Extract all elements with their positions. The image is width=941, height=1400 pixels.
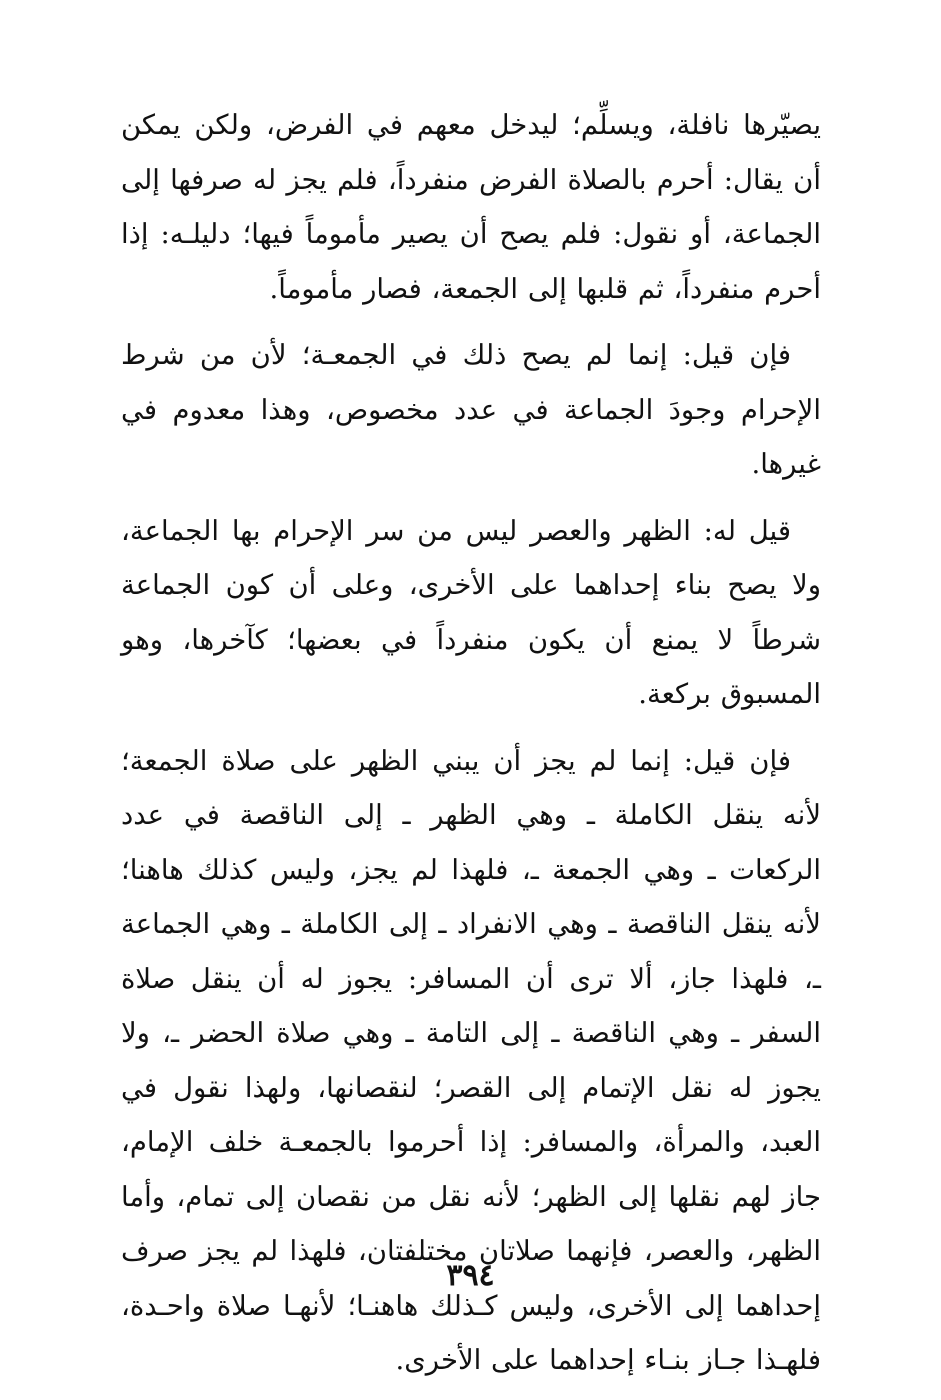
page-number: ٣٩٤ bbox=[446, 1258, 495, 1293]
paragraph-1: يصيّرها نافلة، ويسلِّم؛ ليدخل معهم في الفرض، ولكن يمكن أن يقال: أحرم بالصلاة الفرض منفرداً، فلم يجز له صرفها إلى الجماعة، أو نقول: فلم يصح أن يصير مأموماً فيها؛ دليلـه: إذا أحرم منفرداً، ثم قلبها إلى الجمعة، فصار مأموماً. bbox=[121, 109, 821, 305]
paragraph-2: فإن قيل: إنما لم يصح ذلك في الجمعـة؛ لأن من شرط الإحرام وجودَ الجماعة في عدد مخصوص، وهذا معدوم في غيرها. bbox=[121, 339, 821, 480]
paragraph-3: قيل له: الظهر والعصر ليس من سر الإحرام بها الجماعة، ولا يصح بناء إحداهما على الأخرى، وعلى أن كون الجماعة شرطاً لا يمنع أن يكون منفرداً في بعضها؛ كآخرها، وهو المسبوق بركعة. bbox=[121, 514, 821, 710]
body-text bbox=[121, 98, 821, 1400]
paragraph-4: فإن قيل: إنما لم يجز أن يبني الظهر على صلاة الجمعة؛ لأنه ينقل الكاملة ـ وهي الظهر ـ إلى الناقصة في عدد الركعات ـ وهي الجمعة ـ، فلهذا لم يجز، وليس كذلك هاهنا؛ لأنه ينقل الناقصة ـ وهي الانفراد ـ إلى الكاملة ـ وهي الجماعة ـ، فلهذا جاز، ألا ترى أن المسافر: يجوز له أن ينقل صلاة السفر ـ وهي الناقصة ـ إلى التامة ـ وهي صلاة الحضر ـ، ولا يجوز له نقل الإتمام إلى القصر؛ لنقصانها، ولهذا نقول في العبد، والمرأة، والمسافر: إذا أحرموا بالجمعـة خلف الإمام، جاز لهم نقلها إلى الظهر؛ لأنه نقل من نقصان إلى تمام، وأما الظهر، والعصر، فإنهما صلاتان مختلفتان، فلهذا لم يجز صرف إحداهما إلى الأخرى، وليس كـذلك هاهنـا؛ لأنهـا صلاة واحـدة، فلهـذا جـاز بنـاء إحداهما على الأخرى. bbox=[121, 744, 821, 1376]
